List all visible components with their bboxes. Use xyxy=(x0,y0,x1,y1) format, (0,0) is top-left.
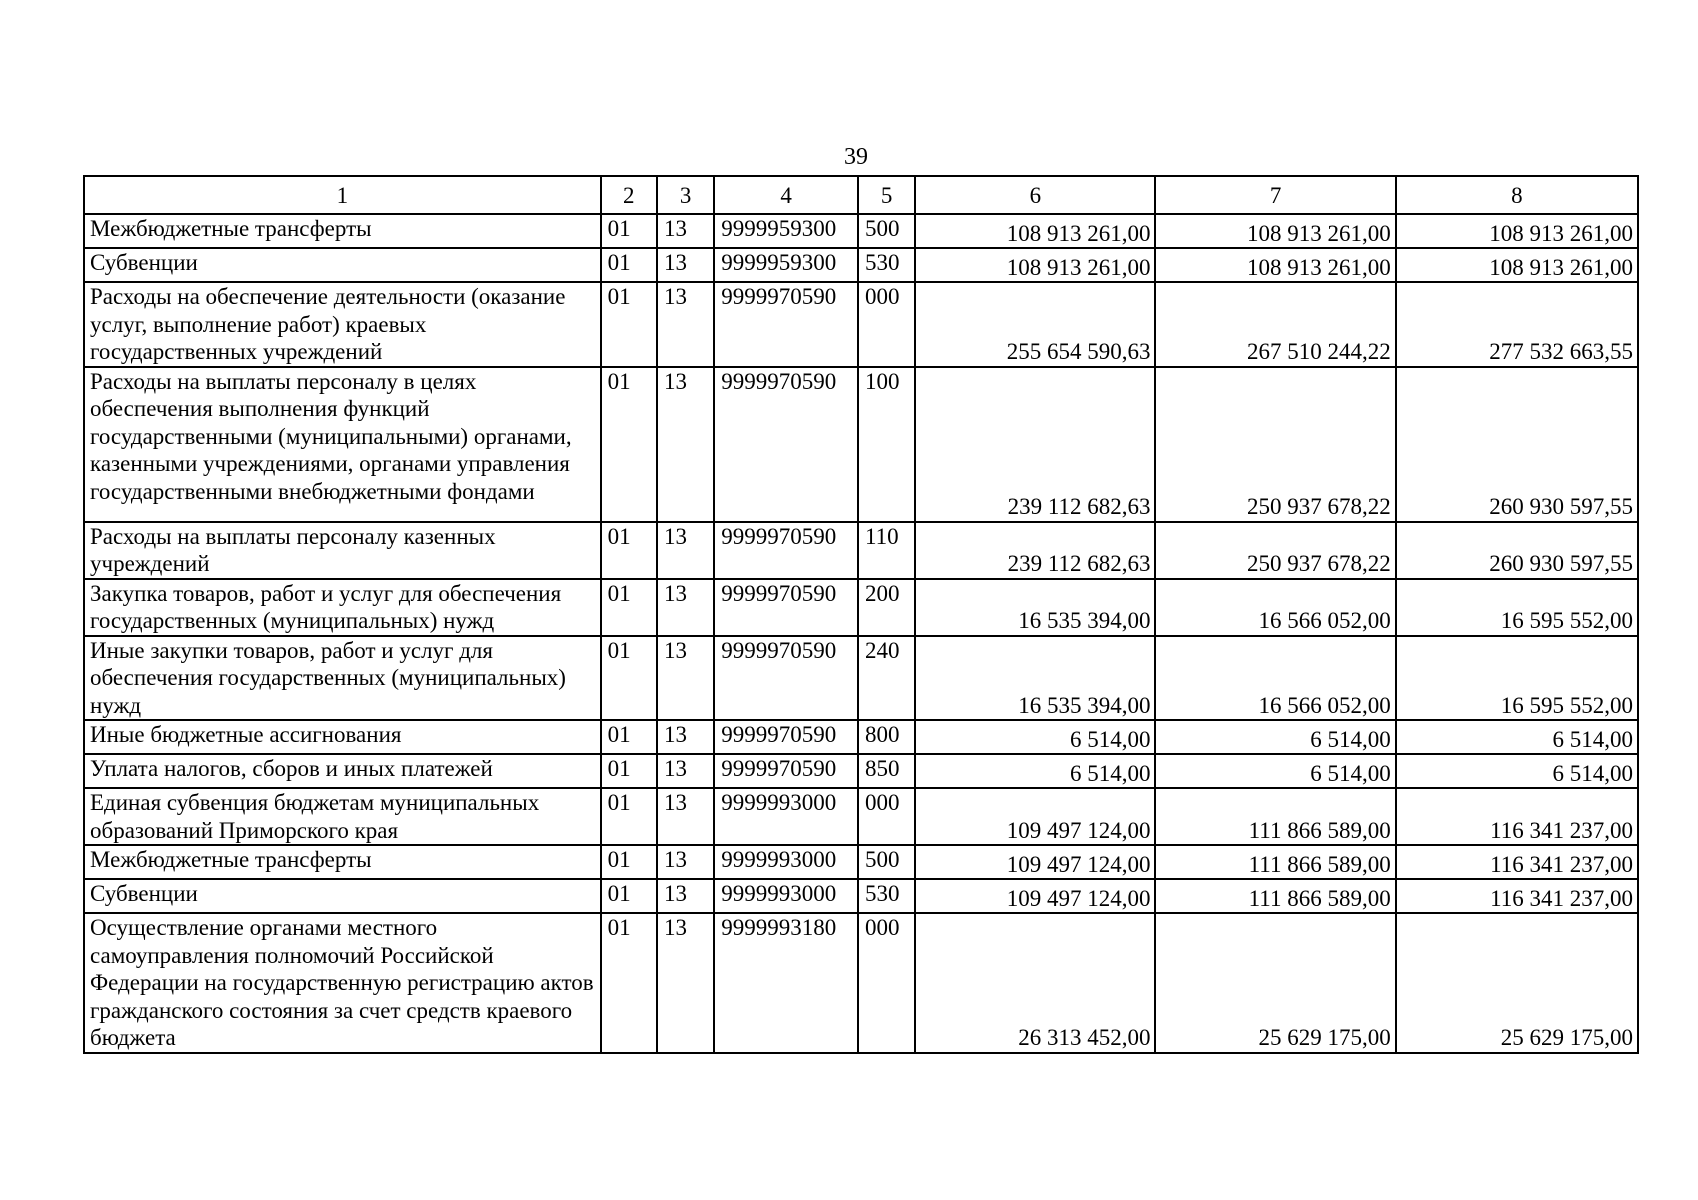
expense-type-cell: 530 xyxy=(858,879,915,913)
table-row xyxy=(84,913,1638,1053)
table-row xyxy=(84,720,1638,754)
amount-cell-col6 xyxy=(915,367,1155,522)
target-article-cell: 9999970590 xyxy=(714,579,858,636)
amount-value: 108 913 261,00 xyxy=(1246,220,1391,246)
target-article-cell: 9999970590 xyxy=(714,754,858,788)
amount-value: 260 930 597,55 xyxy=(1489,551,1633,576)
amount-cell-col8 xyxy=(1396,754,1638,788)
target-article-cell: 9999959300 xyxy=(714,214,858,248)
amount-cell-col8 xyxy=(1396,522,1638,579)
amount-value: 108 913 261,00 xyxy=(1006,220,1151,246)
amount-cell-col7 xyxy=(1155,913,1395,1053)
amount-cell-col7 xyxy=(1155,522,1395,579)
row-name-cell: Субвенции xyxy=(84,248,601,282)
target-article-cell: 9999959300 xyxy=(714,248,858,282)
column-header: 5 xyxy=(858,176,915,214)
target-article-cell: 9999970590 xyxy=(714,720,858,754)
expense-type-cell: 100 xyxy=(858,367,915,522)
expense-type-cell: 530 xyxy=(858,248,915,282)
amount-value: 26 313 452,00 xyxy=(1018,1025,1151,1050)
amount-value: 108 913 261,00 xyxy=(1489,220,1633,246)
amount-cell-col6 xyxy=(915,788,1155,845)
amount-value: 109 497 124,00 xyxy=(1006,885,1151,911)
amount-cell-col8 xyxy=(1396,248,1638,282)
section-code-cell: 01 xyxy=(601,579,657,636)
amount-cell-col6 xyxy=(915,913,1155,1053)
amount-value: 108 913 261,00 xyxy=(1006,254,1151,280)
row-name-cell: Иные бюджетные ассигнования xyxy=(84,720,601,754)
amount-value: 6 514,00 xyxy=(1310,726,1391,752)
target-article-cell: 9999970590 xyxy=(714,367,858,522)
target-article-cell: 9999970590 xyxy=(714,522,858,579)
amount-value: 108 913 261,00 xyxy=(1489,254,1633,280)
page-number: 39 xyxy=(844,144,868,170)
subsection-code-cell: 13 xyxy=(657,522,714,579)
amount-value: 16 566 052,00 xyxy=(1258,608,1391,633)
amount-value: 116 341 237,00 xyxy=(1490,851,1633,877)
budget-table xyxy=(83,175,1639,1054)
row-name-cell: Межбюджетные трансферты xyxy=(84,214,601,248)
amount-value: 109 497 124,00 xyxy=(1006,817,1151,843)
amount-cell-col6 xyxy=(915,282,1155,367)
amount-value: 6 514,00 xyxy=(1310,760,1391,786)
table-row xyxy=(84,367,1638,522)
amount-cell-col7 xyxy=(1155,579,1395,636)
amount-value: 116 341 237,00 xyxy=(1490,885,1633,911)
expense-type-cell: 000 xyxy=(858,913,915,1053)
table-row xyxy=(84,845,1638,879)
amount-cell-col7 xyxy=(1155,754,1395,788)
table-row xyxy=(84,248,1638,282)
amount-value: 16 535 394,00 xyxy=(1018,692,1151,718)
amount-cell-col6 xyxy=(915,248,1155,282)
amount-value: 255 654 590,63 xyxy=(1006,339,1151,364)
subsection-code-cell: 13 xyxy=(657,214,714,248)
amount-cell-col7 xyxy=(1155,636,1395,721)
amount-cell-col7 xyxy=(1155,214,1395,248)
target-article-cell: 9999993180 xyxy=(714,913,858,1053)
amount-cell-col6 xyxy=(915,754,1155,788)
subsection-code-cell: 13 xyxy=(657,248,714,282)
section-code-cell: 01 xyxy=(601,636,657,721)
amount-cell-col7 xyxy=(1155,367,1395,522)
amount-value: 25 629 175,00 xyxy=(1258,1025,1391,1050)
row-name-cell: Единая субвенция бюджетам муниципальных образований Приморского края xyxy=(84,788,601,845)
column-header: 7 xyxy=(1155,176,1395,214)
amount-cell-col8 xyxy=(1396,913,1638,1053)
expense-type-cell: 850 xyxy=(858,754,915,788)
amount-value: 277 532 663,55 xyxy=(1489,339,1633,364)
row-name-cell: Уплата налогов, сборов и иных платежей xyxy=(84,754,601,788)
amount-cell-col8 xyxy=(1396,845,1638,879)
expense-type-cell: 500 xyxy=(858,214,915,248)
expense-type-cell: 240 xyxy=(858,636,915,721)
table-row xyxy=(84,754,1638,788)
expense-type-cell: 500 xyxy=(858,845,915,879)
amount-cell-col8 xyxy=(1396,579,1638,636)
row-name-cell: Закупка товаров, работ и услуг для обеспечения государственных (муниципальных) нужд xyxy=(84,579,601,636)
table-row xyxy=(84,788,1638,845)
table-row xyxy=(84,522,1638,579)
amount-value: 16 595 552,00 xyxy=(1500,608,1633,633)
amount-value: 239 112 682,63 xyxy=(1007,551,1151,576)
subsection-code-cell: 13 xyxy=(657,367,714,522)
section-code-cell: 01 xyxy=(601,248,657,282)
amount-cell-col6 xyxy=(915,636,1155,721)
column-header: 1 xyxy=(84,176,601,214)
amount-value: 260 930 597,55 xyxy=(1489,494,1633,519)
amount-cell-col6 xyxy=(915,579,1155,636)
amount-cell-col8 xyxy=(1396,636,1638,721)
column-header: 2 xyxy=(601,176,657,214)
amount-value: 250 937 678,22 xyxy=(1246,551,1391,576)
amount-value: 108 913 261,00 xyxy=(1246,254,1391,280)
amount-cell-col7 xyxy=(1155,282,1395,367)
table-row xyxy=(84,879,1638,913)
amount-value: 6 514,00 xyxy=(1552,760,1633,786)
section-code-cell: 01 xyxy=(601,282,657,367)
subsection-code-cell: 13 xyxy=(657,788,714,845)
row-name-cell: Расходы на выплаты персоналу казенных учреждений xyxy=(84,522,601,579)
subsection-code-cell: 13 xyxy=(657,845,714,879)
section-code-cell: 01 xyxy=(601,879,657,913)
expense-type-cell: 110 xyxy=(858,522,915,579)
amount-cell-col7 xyxy=(1155,788,1395,845)
amount-value: 6 514,00 xyxy=(1552,726,1633,752)
subsection-code-cell: 13 xyxy=(657,913,714,1053)
section-code-cell: 01 xyxy=(601,845,657,879)
amount-value: 116 341 237,00 xyxy=(1490,817,1633,843)
row-name-cell: Межбюджетные трансферты xyxy=(84,845,601,879)
amount-value: 267 510 244,22 xyxy=(1246,339,1391,364)
column-header: 3 xyxy=(657,176,714,214)
row-name-cell: Расходы на выплаты персоналу в целях обеспечения выполнения функций государственными (муниципальными) органами, казенными учреждениями, органами управления государственными внебюджетными фондами xyxy=(84,367,601,522)
target-article-cell: 9999993000 xyxy=(714,879,858,913)
amount-cell-col8 xyxy=(1396,367,1638,522)
target-article-cell: 9999993000 xyxy=(714,845,858,879)
row-name-cell: Расходы на обеспечение деятельности (оказание услуг, выполнение работ) краевых государственных учреждений xyxy=(84,282,601,367)
amount-cell-col8 xyxy=(1396,788,1638,845)
subsection-code-cell: 13 xyxy=(657,579,714,636)
expense-type-cell: 000 xyxy=(858,788,915,845)
row-name-cell: Осуществление органами местного самоуправления полномочий Российской Федерации на государственную регистрацию актов гражданского состояния за счет средств краевого бюджета xyxy=(84,913,601,1053)
amount-value: 6 514,00 xyxy=(1069,726,1151,752)
section-code-cell: 01 xyxy=(601,754,657,788)
amount-cell-col6 xyxy=(915,214,1155,248)
table-row xyxy=(84,636,1638,721)
amount-cell-col6 xyxy=(915,720,1155,754)
row-name-cell: Иные закупки товаров, работ и услуг для обеспечения государственных (муниципальных) нужд xyxy=(84,636,601,721)
amount-cell-col8 xyxy=(1396,720,1638,754)
expense-type-cell: 000 xyxy=(858,282,915,367)
amount-value: 111 866 589,00 xyxy=(1248,817,1391,843)
subsection-code-cell: 13 xyxy=(657,754,714,788)
section-code-cell: 01 xyxy=(601,788,657,845)
amount-cell-col7 xyxy=(1155,720,1395,754)
amount-value: 111 866 589,00 xyxy=(1248,851,1391,877)
amount-value: 111 866 589,00 xyxy=(1248,885,1391,911)
amount-value: 16 566 052,00 xyxy=(1258,692,1391,718)
amount-value: 25 629 175,00 xyxy=(1500,1025,1633,1050)
section-code-cell: 01 xyxy=(601,522,657,579)
column-header: 6 xyxy=(915,176,1155,214)
amount-cell-col8 xyxy=(1396,282,1638,367)
amount-value: 6 514,00 xyxy=(1069,760,1151,786)
amount-value: 250 937 678,22 xyxy=(1246,494,1391,519)
table-row xyxy=(84,214,1638,248)
section-code-cell: 01 xyxy=(601,720,657,754)
subsection-code-cell: 13 xyxy=(657,282,714,367)
subsection-code-cell: 13 xyxy=(657,879,714,913)
amount-cell-col7 xyxy=(1155,845,1395,879)
target-article-cell: 9999970590 xyxy=(714,282,858,367)
target-article-cell: 9999970590 xyxy=(714,636,858,721)
amount-cell-col7 xyxy=(1155,879,1395,913)
amount-cell-col6 xyxy=(915,845,1155,879)
expense-type-cell: 800 xyxy=(858,720,915,754)
amount-cell-col6 xyxy=(915,879,1155,913)
amount-cell-col8 xyxy=(1396,879,1638,913)
amount-value: 16 535 394,00 xyxy=(1018,608,1151,633)
target-article-cell: 9999993000 xyxy=(714,788,858,845)
amount-value: 109 497 124,00 xyxy=(1006,851,1151,877)
amount-value: 239 112 682,63 xyxy=(1007,494,1151,519)
column-header: 4 xyxy=(714,176,858,214)
amount-value: 16 595 552,00 xyxy=(1500,692,1633,718)
table-row xyxy=(84,282,1638,367)
amount-cell-col6 xyxy=(915,522,1155,579)
subsection-code-cell: 13 xyxy=(657,720,714,754)
amount-cell-col7 xyxy=(1155,248,1395,282)
section-code-cell: 01 xyxy=(601,214,657,248)
table-row xyxy=(84,579,1638,636)
section-code-cell: 01 xyxy=(601,367,657,522)
section-code-cell: 01 xyxy=(601,913,657,1053)
amount-cell-col8 xyxy=(1396,214,1638,248)
header-row xyxy=(84,176,1638,214)
expense-type-cell: 200 xyxy=(858,579,915,636)
row-name-cell: Субвенции xyxy=(84,879,601,913)
column-header: 8 xyxy=(1396,176,1638,214)
subsection-code-cell: 13 xyxy=(657,636,714,721)
